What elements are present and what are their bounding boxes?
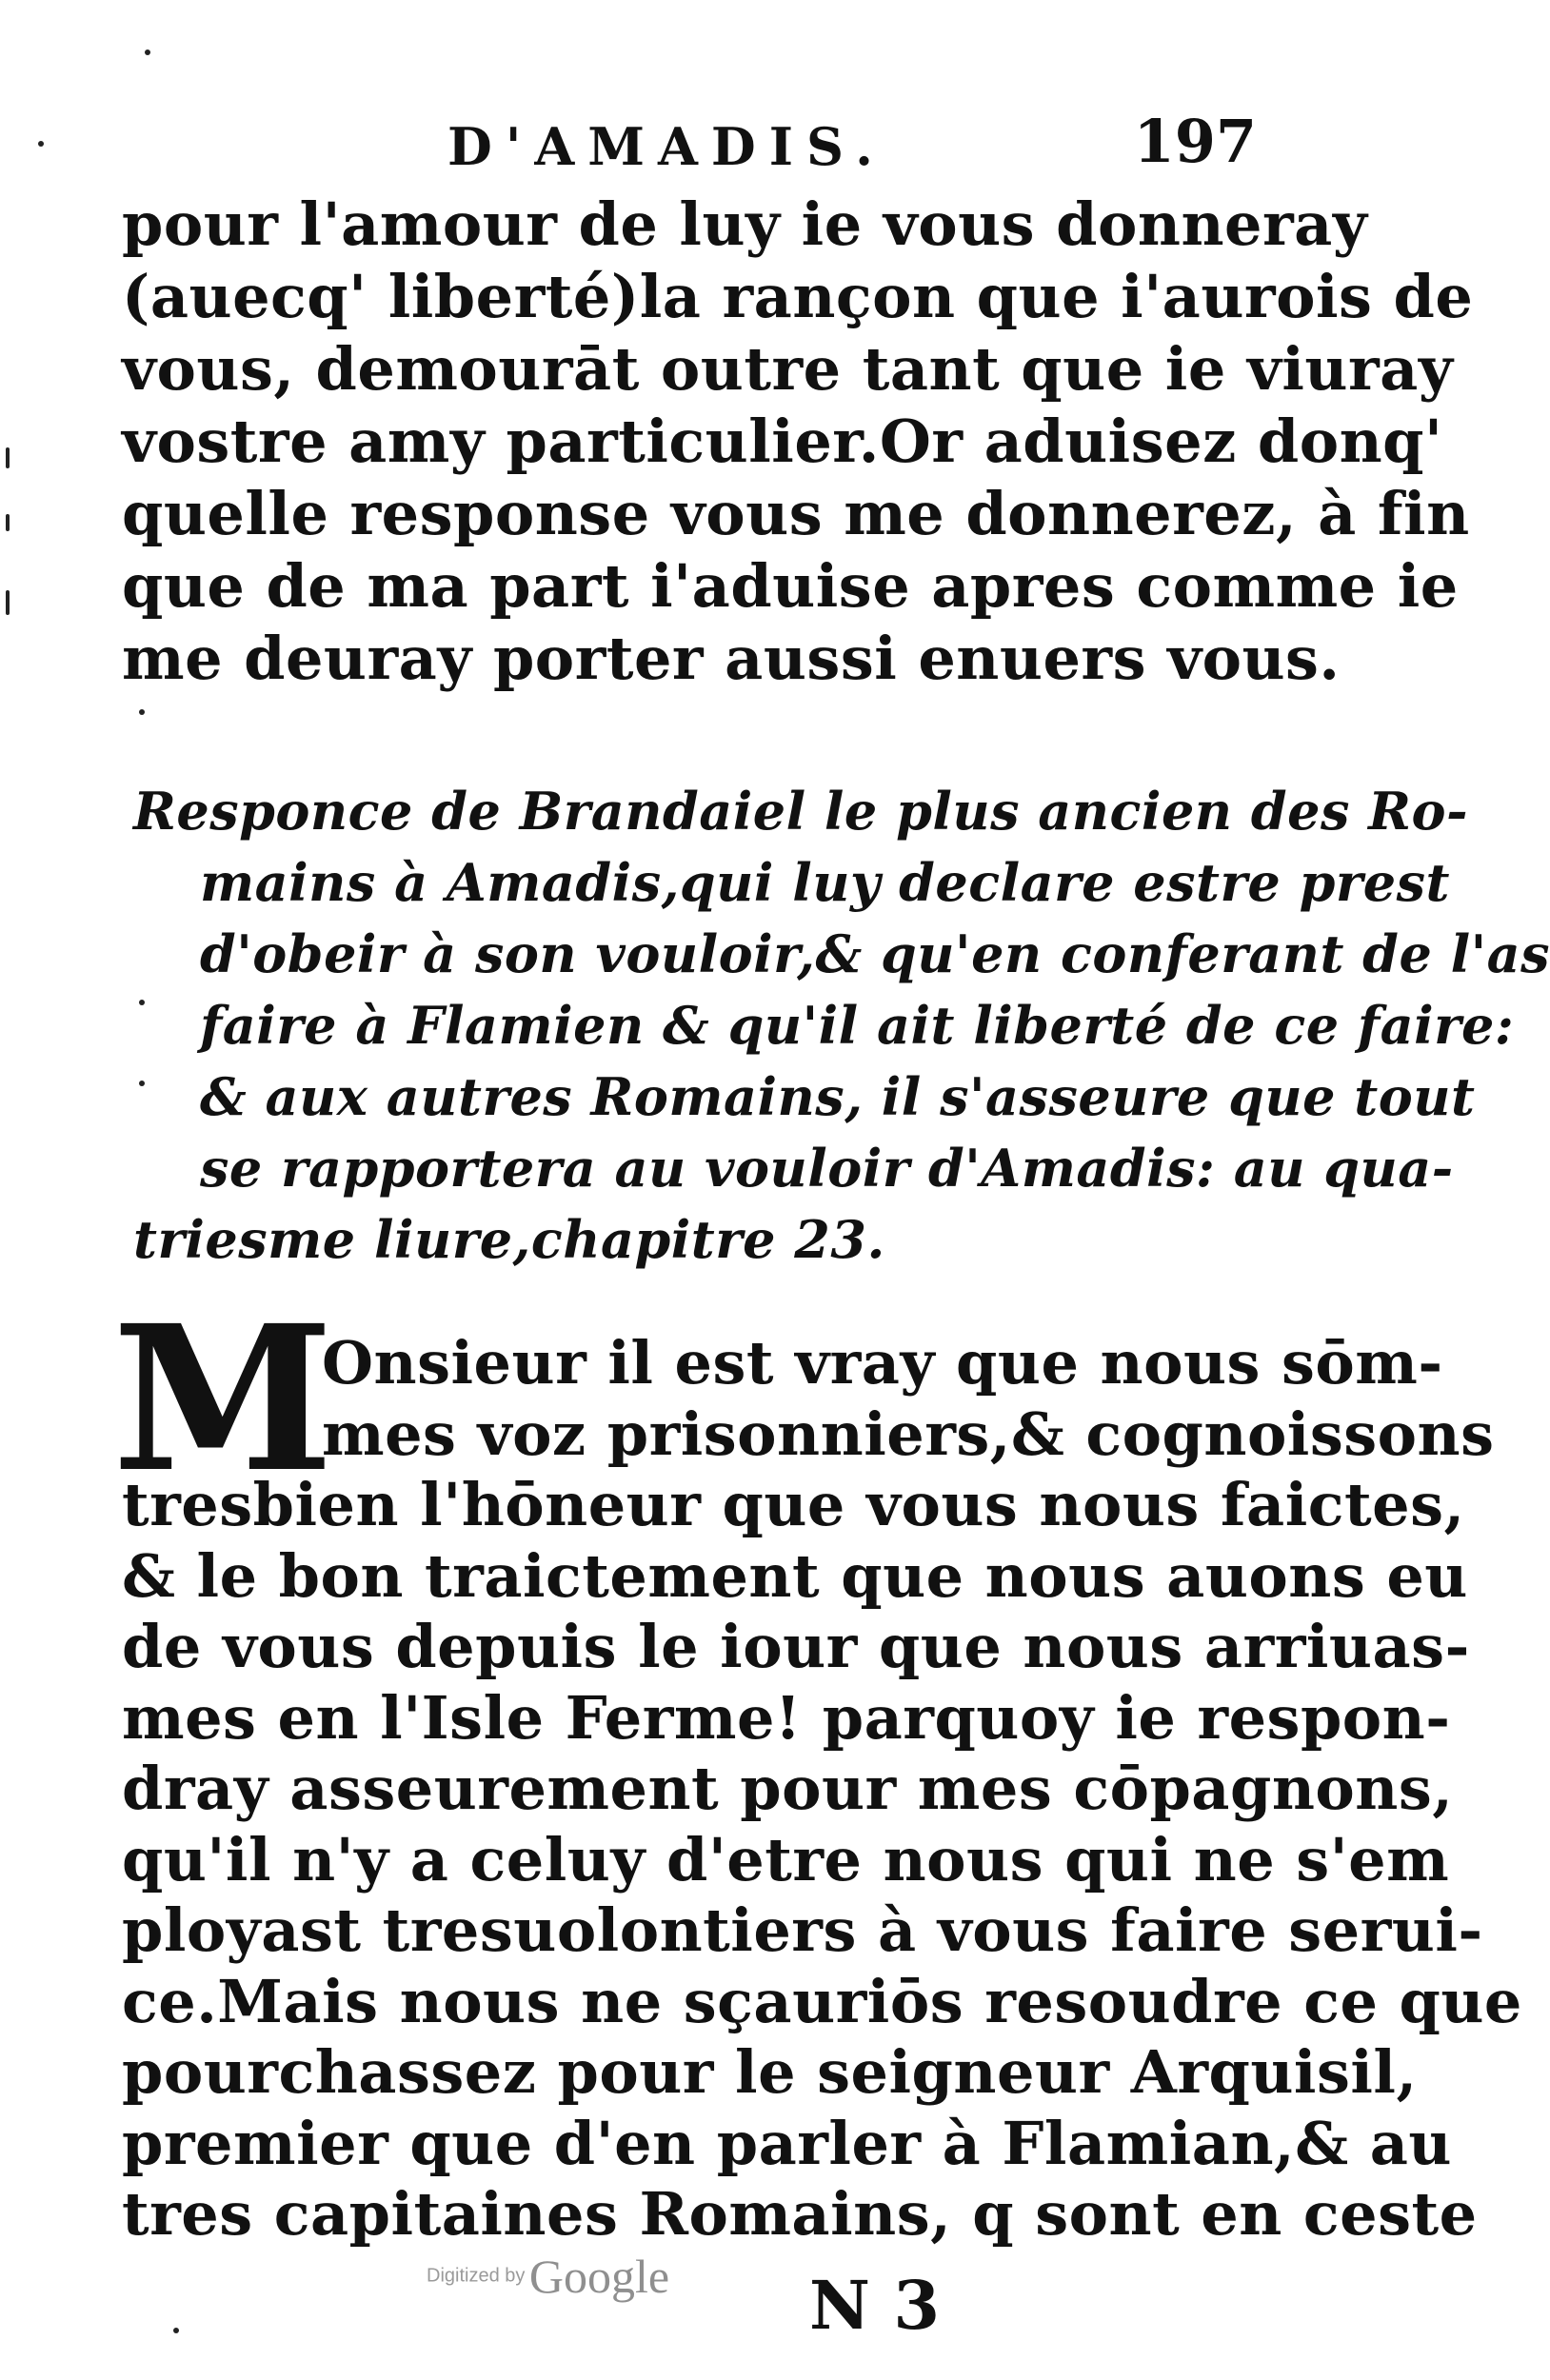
google-logo: Google	[528, 2250, 670, 2303]
text-line: me deuray porter aussi enuers vous.	[122, 624, 1341, 693]
digitized-by-watermark	[427, 2249, 669, 2304]
text-line: premier que d'en parler à Flamian,& au	[122, 2108, 1452, 2178]
drop-cap: M	[112, 1281, 328, 1517]
text-line: mes voz prisonniers,& cognoissons	[322, 1398, 1495, 1469]
text-line: & le bon traictement que nous auons eu	[122, 1540, 1468, 1611]
text-line: mes en l'Isle Ferme! parquoy ie respon-	[122, 1682, 1451, 1753]
page-header	[133, 107, 1257, 183]
scan-speck	[139, 709, 145, 715]
scan-speck	[173, 2328, 179, 2333]
text-line: (auecq' liberté)la rançon que i'aurois de	[122, 262, 1474, 331]
signature-mark: N 3	[809, 2266, 941, 2345]
page-number: 197	[1133, 107, 1257, 176]
text-line: tres capitaines Romains, q sont en ceste	[122, 2179, 1478, 2249]
top-paragraph	[122, 188, 1474, 695]
scan-speck	[139, 1000, 145, 1005]
heading-line: se rapportera au vouloir d'Amadis: au qua-	[200, 1138, 1454, 1199]
scan-speck	[145, 50, 150, 55]
text-line: dray asseurement pour mes cōpagnons,	[122, 1754, 1454, 1823]
scan-speck	[6, 514, 10, 531]
text-line: vostre amy particulier.Or aduisez donq'	[122, 407, 1443, 476]
scan-speck	[139, 1081, 145, 1086]
scan-speck	[38, 141, 44, 147]
text-line: vous, demourāt outre tant que ie viuray	[122, 334, 1454, 404]
text-line: quelle response vous me donnerez, à fin	[122, 479, 1470, 548]
text-line: tresbien l'hōneur que vous nous faictes,	[122, 1470, 1465, 1539]
heading-line: triesme liure,chapitre 23.	[133, 1209, 885, 1270]
text-line: ployast tresuolontiers à vous faire serui-	[122, 1895, 1483, 1965]
text-line: ce.Mais nous ne sçauriōs resoudre ce que	[122, 1966, 1522, 2036]
heading-line: mains à Amadis,qui luy declare estre prest	[200, 852, 1450, 913]
text-line: de vous depuis le iour que nous arriuas-	[122, 1612, 1470, 1681]
scan-speck	[6, 590, 10, 615]
digitized-by-label: Digitized by	[427, 2265, 526, 2287]
running-title: D'AMADIS.	[447, 116, 886, 177]
scan-speck	[6, 447, 10, 468]
text-line: pourchassez pour le seigneur Arquisil,	[122, 2037, 1418, 2107]
text-line: pour l'amour de luy ie vous donneray	[122, 189, 1368, 259]
heading-line: faire à Flamien & qu'il ait liberté de ce faire:	[200, 995, 1515, 1056]
second-paragraph	[122, 1328, 1522, 2251]
heading-line: d'obeir à son vouloir,& qu'en conferant de l'as	[200, 923, 1550, 984]
text-line: Onsieur il est vray que nous sōm-	[322, 1328, 1443, 1398]
chapter-heading	[133, 776, 1550, 1276]
heading-line: Responce de Brandaiel le plus ancien des Ro-	[133, 781, 1468, 842]
text-line: qu'il n'y a celuy d'etre nous qui ne s'em	[122, 1824, 1450, 1894]
heading-line: & aux autres Romains, il s'asseure que tout	[200, 1066, 1476, 1127]
text-line: que de ma part i'aduise apres comme ie	[122, 551, 1459, 621]
